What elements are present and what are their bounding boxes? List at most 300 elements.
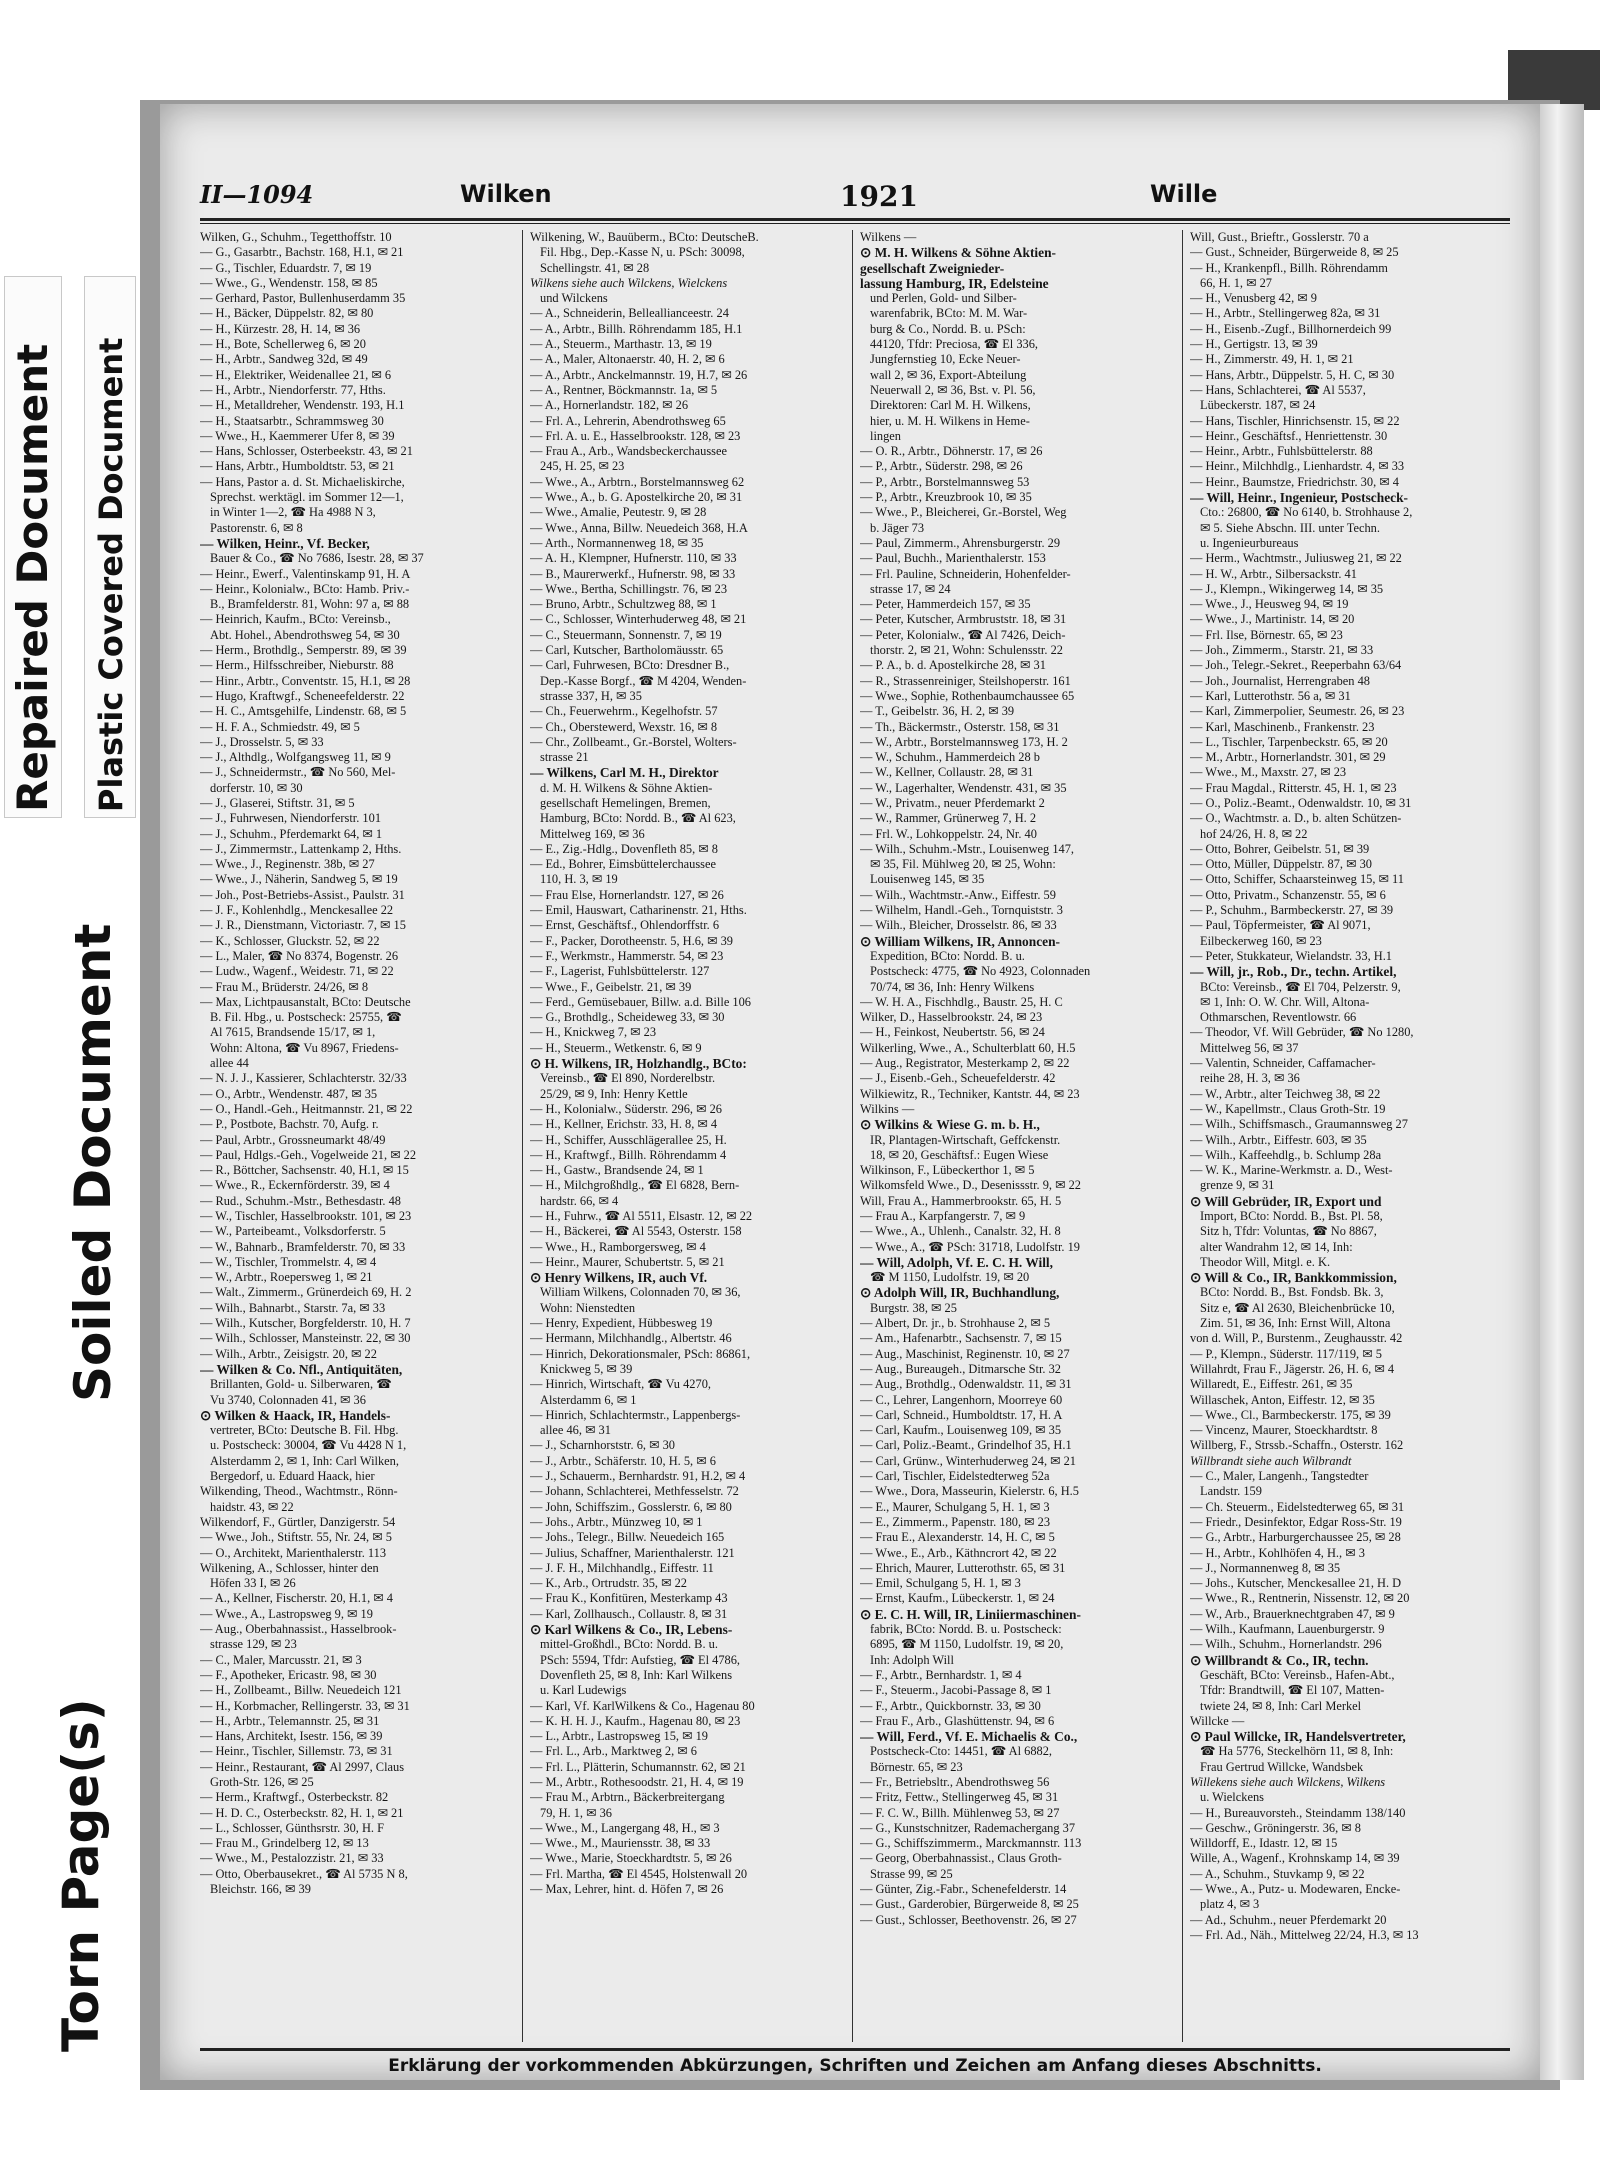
directory-entry: — H., Korbmacher, Rellingerstr. 33, ✉ 31 <box>200 1698 410 1713</box>
directory-entry: — F., Lagerist, Fuhlsbüttelerstr. 127 <box>530 964 710 979</box>
entry-continuation: Fil. Hbg., Dep.-Kasse N, u. PSch: 30098, <box>540 245 745 260</box>
directory-entry: — Am., Hafenarbtr., Sachsenstr. 7, ✉ 15 <box>860 1331 1062 1346</box>
directory-entry: — W., Parteibeamt., Volksdorferstr. 5 <box>200 1224 386 1239</box>
directory-entry: — Wilh., Schuhm., Hornerlandstr. 296 <box>1190 1637 1382 1652</box>
directory-entry: — John, Schiffszim., Gosslerstr. 6, ✉ 80 <box>530 1499 732 1514</box>
entry-continuation: Strasse 99, ✉ 25 <box>870 1866 953 1881</box>
entry-continuation: gesellschaft Hemelingen, Bremen, <box>540 795 711 810</box>
entry-continuation: Brillanten, Gold- u. Silberwaren, ☎ <box>210 1377 392 1392</box>
directory-entry: ⊙ Karl Wilkens & Co., IR, Lebens- <box>530 1622 733 1638</box>
directory-entry: Willdorff, E., Idastr. 12, ✉ 15 <box>1190 1836 1338 1851</box>
entry-continuation: 110, H. 3, ✉ 19 <box>540 872 618 887</box>
directory-entry: — A., Steuerm., Marthastr. 13, ✉ 19 <box>530 337 712 352</box>
entry-continuation: Lübeckerstr. 187, ✉ 24 <box>1200 398 1316 413</box>
directory-entry: — Frl. Pauline, Schneiderin, Hohenfelder- <box>860 566 1071 581</box>
entry-continuation: 79, H. 1, ✉ 36 <box>540 1805 612 1820</box>
directory-entry: — Wwe., A., b. G. Apostelkirche 20, ✉ 31 <box>530 490 743 505</box>
directory-entry: — J., Althdlg., Wolfgangsweg 11, ✉ 9 <box>200 750 391 765</box>
directory-entry: — A., Rentner, Böckmannstr. 1a, ✉ 5 <box>530 382 718 397</box>
directory-entry: — Gust., Garderobier, Bürgerweide 8, ✉ 25 <box>860 1897 1079 1912</box>
directory-entry: ⊙ Wilkins & Wiese G. m. b. H., <box>860 1117 1040 1133</box>
directory-entry: — Emil, Hauswart, Catharinenstr. 21, Hths. <box>530 903 747 918</box>
directory-entry: — A., Arbtr., Anckelmannstr. 19, H.7, ✉ 26 <box>530 367 748 382</box>
entry-continuation: Dep.-Kasse Borgf., ☎ M 4204, Wenden- <box>540 673 747 688</box>
adjacent-page-edge <box>1540 104 1584 2080</box>
directory-entry: — Frau E., Alexanderstr. 14, H. C, ✉ 5 <box>860 1530 1055 1545</box>
directory-entry: — O., Arbtr., Wendenstr. 487, ✉ 35 <box>200 1086 378 1101</box>
directory-entry: ⊙ E. C. H. Will, IR, Liniiermaschinen- <box>860 1606 1081 1622</box>
directory-entry: — P., Arbtr., Süderstr. 298, ✉ 26 <box>860 459 1023 474</box>
directory-entry: — Wwe., A., Lastropsweg 9, ✉ 19 <box>200 1606 373 1621</box>
first-entry-heading: Wilken <box>460 180 552 208</box>
directory-year: 1921 <box>840 180 918 213</box>
directory-entry: — J., Schneidermstr., ☎ No 560, Mel- <box>200 765 396 780</box>
directory-entry: — Frl. L., Plätterin, Schumannstr. 62, ✉ 21 <box>530 1759 746 1774</box>
entry-continuation: in Winter 1—2, ☎ Ha 4988 N 3, <box>210 505 376 520</box>
directory-entry: — Aug., Brothdlg., Odenwaldstr. 11, ✉ 31 <box>860 1377 1072 1392</box>
entry-continuation: 66, H. 1, ✉ 27 <box>1200 275 1272 290</box>
directory-entry: — Heinr., Ewerf., Valentinskamp 91, H. A <box>200 566 411 581</box>
entry-continuation: William Wilkens, Colonnaden 70, ✉ 36, <box>540 1285 741 1300</box>
directory-entry: — Otto, Schiffer, Schaarsteinweg 15, ✉ 11 <box>1190 872 1404 887</box>
directory-entry: — Wwe., F., Geibelstr. 21, ✉ 39 <box>530 979 692 994</box>
entry-continuation: hardstr. 66, ✉ 4 <box>540 1193 619 1208</box>
directory-entry: — E., Zimmerm., Papenstr. 180, ✉ 23 <box>860 1514 1051 1529</box>
directory-entry: — Hans, Arbtr., Humboldtstr. 53, ✉ 21 <box>200 459 395 474</box>
directory-entry: — K., Arb., Ortrudstr. 35, ✉ 22 <box>530 1576 687 1591</box>
directory-entry: — Hinrich, Schlachtermstr., Lappenbergs- <box>530 1407 741 1422</box>
entry-continuation: d. M. H. Wilkens & Söhne Aktien- <box>540 780 713 795</box>
directory-entry: — Aug., Bureaugeh., Ditmarsche Str. 32 <box>860 1361 1061 1376</box>
directory-entry: — Ch., Oberstewerd, Wexstr. 16, ✉ 8 <box>530 719 718 734</box>
directory-entry: — Arth., Normannenweg 18, ✉ 35 <box>530 535 704 550</box>
directory-entry: — J., Eisenb.-Geh., Scheuefelderstr. 42 <box>860 1071 1056 1086</box>
entry-continuation: allee 46, ✉ 31 <box>540 1423 611 1438</box>
directory-entry: — Otto, Bohrer, Geibelstr. 51, ✉ 39 <box>1190 841 1370 856</box>
directory-entry: — Joh., Post-Betriebs-Assist., Paulstr. 31 <box>200 887 405 902</box>
footer-rule <box>200 2048 1510 2051</box>
directory-entry: Wilker, D., Hasselbrookstr. 24, ✉ 23 <box>860 1010 1043 1025</box>
directory-entry: — H., Arbtr., Kohlhöfen 4, H., ✉ 3 <box>1190 1545 1365 1560</box>
directory-entry: — Wwe., A., Arbtrn., Borstelmannsweg 62 <box>530 474 745 489</box>
directory-entry: — Wwe., M., Langergang 48, H., ✉ 3 <box>530 1820 720 1835</box>
directory-entry: — Ed., Bohrer, Eimsbüttelerchaussee <box>530 857 716 872</box>
directory-entry: ⊙ H. Wilkens, IR, Holzhandlg., BCto: <box>530 1056 747 1072</box>
directory-entry: — Wilkens, Carl M. H., Direktor <box>530 765 719 781</box>
directory-entry: — Wwe., R., Eckernförderstr. 39, ✉ 4 <box>200 1178 390 1193</box>
directory-entry: — Carl, Poliz.-Beamt., Grindelhof 35, H.1 <box>860 1438 1072 1453</box>
entry-continuation: Wohn: Altona, ☎ Vu 8967, Friedens- <box>210 1040 399 1055</box>
directory-entry: ⊙ Willbrandt & Co., IR, techn. <box>1190 1652 1369 1668</box>
directory-entry: — Max, Lehrer, hint. d. Höfen 7, ✉ 26 <box>530 1882 724 1897</box>
directory-entry: — Peter, Hammerdeich 157, ✉ 35 <box>860 597 1031 612</box>
directory-entry: — Will, jr., Rob., Dr., techn. Artikel, <box>1190 964 1397 980</box>
directory-entry: — H., Bote, Schellerweg 6, ✉ 20 <box>200 337 366 352</box>
directory-entry: — Wilh., Bahnarbt., Starstr. 7a, ✉ 33 <box>200 1300 386 1315</box>
directory-entry: — Chr., Zollbeamt., Gr.-Borstel, Wolters- <box>530 734 737 749</box>
directory-entry: — G., Kunstschnitzer, Rademachergang 37 <box>860 1820 1076 1835</box>
directory-entry: — P. A., b. d. Apostelkirche 28, ✉ 31 <box>860 658 1046 673</box>
directory-entry: — Herm., Kraftwgf., Osterbeckstr. 82 <box>200 1790 389 1805</box>
directory-entry: — Ferd., Gemüsebauer, Billw. a.d. Bille 106 <box>530 994 752 1009</box>
directory-entry: — Theodor, Vf. Will Gebrüder, ☎ No 1280, <box>1190 1025 1414 1040</box>
abbreviations-note: Erklärung der vorkommenden Abkürzungen, Schriften und Zeichen am Anfang dieses Abschnitts. <box>388 2056 1322 2076</box>
directory-entry: — H. W., Arbtr., Silbersackstr. 41 <box>1190 566 1357 581</box>
directory-entry: — Wwe., J., Martinistr. 14, ✉ 20 <box>1190 612 1355 627</box>
directory-entry: — L., Schlosser, Günthsrstr. 30, H. F <box>200 1820 384 1835</box>
directory-entry: — Karl, Zimmerpolier, Seumestr. 26, ✉ 23 <box>1190 704 1405 719</box>
directory-entry: lassung Hamburg, IR, Edelsteine <box>860 275 1049 291</box>
entry-continuation: 18, ✉ 20, Geschäftsf.: Eugen Wiese <box>870 1147 1049 1162</box>
entry-continuation: ☎ Ha 5776, Steckelhörn 11, ✉ 8, Inh: <box>1200 1744 1394 1759</box>
directory-entry: — H., Elektriker, Weidenallee 21, ✉ 6 <box>200 367 392 382</box>
repaired-document-label: Repaired Document <box>8 343 57 812</box>
directory-entry: Will, Gust., Brieftr., Gosslerstr. 70 a <box>1190 230 1369 244</box>
directory-entry: ⊙ M. H. Wilkens & Söhne Aktien- <box>860 245 1056 261</box>
directory-entry: — Wwe., H., Kaemmerer Ufer 8, ✉ 39 <box>200 428 395 443</box>
directory-entry: Wilkendorf, F., Gürtler, Danzigerstr. 54 <box>200 1514 396 1529</box>
directory-entry: — Valentin, Schneider, Caffamacher- <box>1190 1056 1376 1071</box>
directory-entry: ⊙ William Wilkens, IR, Annoncen- <box>860 933 1060 949</box>
directory-entry: — H., Krankenpfl., Billh. Röhrendamm <box>1190 260 1388 275</box>
entry-continuation: Mittelweg 56, ✉ 37 <box>1200 1040 1299 1055</box>
entry-continuation: Bauer & Co., ☎ No 7686, Isestr. 28, ✉ 37 <box>210 551 424 566</box>
directory-entry: — H., Arbtr., Stellingerweg 82a, ✉ 31 <box>1190 306 1381 321</box>
column-divider <box>522 230 523 2042</box>
soiled-document-label: Soiled Document <box>64 923 122 1402</box>
entry-continuation: Expedition, BCto: Nordd. B. u. <box>870 948 1025 963</box>
directory-entry: — P., Postbote, Bachstr. 70, Aufg. r. <box>200 1117 379 1132</box>
directory-entry: ⊙ Paul Willcke, IR, Handelsvertreter, <box>1190 1729 1406 1745</box>
directory-entry: — Otto, Oberbausekret., ☎ Al 5735 N 8, <box>200 1866 408 1881</box>
directory-page <box>160 104 1540 2080</box>
column-divider <box>852 230 853 2042</box>
directory-entry: — J. R., Dienstmann, Victoriastr. 7, ✉ 15 <box>200 918 406 933</box>
directory-entry: — F. C. W., Billh. Mühlenweg 53, ✉ 27 <box>860 1805 1060 1820</box>
directory-entry: Wilkens siehe auch Wilckens, Wielckens <box>530 275 728 290</box>
directory-entry: — Friedr., Desinfektor, Edgar Ross-Str. 19 <box>1190 1514 1402 1529</box>
directory-entry: — Wwe., Dora, Masseurin, Kielerstr. 6, H.5 <box>860 1484 1079 1499</box>
directory-entry: — J., Arbtr., Schäferstr. 10, H. 5, ✉ 6 <box>530 1453 716 1468</box>
directory-entry: — Gust., Schlosser, Beethovenstr. 26, ✉ 27 <box>860 1912 1077 1927</box>
directory-entry: — G., Gasarbtr., Bachstr. 168, H.1, ✉ 21 <box>200 245 404 260</box>
entry-continuation: mittel-Großhdl., BCto: Nordd. B. u. <box>540 1637 718 1652</box>
directory-entry: — Joh., Zimmerm., Starstr. 21, ✉ 33 <box>1190 643 1374 658</box>
directory-entry: — H., Venusberg 42, ✉ 9 <box>1190 291 1317 306</box>
directory-entry: — Karl, Maschinenb., Frankenstr. 23 <box>1190 719 1375 734</box>
entry-continuation: Sprechst. werktägl. im Sommer 12—1, <box>210 490 404 505</box>
directory-entry: — H., Metalldreher, Wendenstr. 193, H.1 <box>200 398 405 413</box>
directory-entry: — H., Bäcker, Düppelstr. 82, ✉ 80 <box>200 306 374 321</box>
column-divider <box>1182 230 1183 2042</box>
directory-entry: — Hans, Schlosser, Osterbeekstr. 43, ✉ 21 <box>200 444 413 459</box>
directory-entry: — Frau Else, Hornerlandstr. 127, ✉ 26 <box>530 887 724 902</box>
entry-continuation: und Wilckens <box>540 291 608 306</box>
directory-column-3 <box>860 230 1175 2042</box>
directory-entry: — Hans, Architekt, Isestr. 156, ✉ 39 <box>200 1729 383 1744</box>
directory-entry: — Wwe., Anna, Billw. Neuedeich 368, H.A <box>530 520 748 535</box>
directory-entry: — Paul, Buchh., Marienthalerstr. 153 <box>860 551 1046 566</box>
directory-entry: Wilken, G., Schuhm., Tegetthoffstr. 10 <box>200 230 392 244</box>
directory-entry: — Hugo, Kraftwgf., Scheneefelderstr. 22 <box>200 688 405 703</box>
directory-entry: — H., Arbtr., Telemannstr. 25, ✉ 31 <box>200 1713 380 1728</box>
directory-entry: — H., Kraftwgf., Billh. Röhrendamm 4 <box>530 1147 727 1162</box>
entry-continuation: Burgstr. 38, ✉ 25 <box>870 1300 957 1315</box>
entry-continuation: Bergedorf, u. Eduard Haack, hier <box>210 1469 375 1484</box>
directory-entry: — Johs., Telegr., Billw. Neuedeich 165 <box>530 1530 725 1545</box>
directory-entry: ⊙ Will & Co., IR, Bankkommission, <box>1190 1270 1397 1286</box>
directory-entry: — J., Zimmermstr., Lattenkamp 2, Hths. <box>200 841 402 856</box>
directory-entry: — Johs., Kutscher, Menckesallee 21, H. D <box>1190 1576 1402 1591</box>
directory-entry: — Gerhard, Pastor, Bullenhuserdamm 35 <box>200 291 406 306</box>
directory-entry: — H., Staatsarbtr., Schrammsweg 30 <box>200 413 384 428</box>
directory-entry: Willcke — <box>1190 1713 1245 1728</box>
directory-entry: — J., Schauerm., Bernhardstr. 91, H.2, ✉ 4 <box>530 1469 746 1484</box>
entry-continuation: Börnestr. 65, ✉ 23 <box>870 1759 963 1774</box>
directory-entry: — Fr., Betriebsltr., Abendrothsweg 56 <box>860 1774 1050 1789</box>
entry-continuation: hier, u. M. H. Wilkens in Heme- <box>870 413 1030 428</box>
directory-entry: — C., Lehrer, Langenhorn, Moorreye 60 <box>860 1392 1063 1407</box>
last-entry-heading: Wille <box>1150 180 1218 208</box>
directory-entry: — Heinr., Geschäftsf., Henriettenstr. 30 <box>1190 428 1388 443</box>
entry-continuation: Pastorenstr. 6, ✉ 8 <box>210 520 303 535</box>
directory-entry: — H., Zollbeamt., Billw. Neuedeich 121 <box>200 1683 402 1698</box>
directory-entry: — Frl. Ad., Näh., Mittelweg 22/24, H.3, ✉ 13 <box>1190 1927 1419 1942</box>
directory-entry: — N. J. J., Kassierer, Schlachterstr. 32/33 <box>200 1071 407 1086</box>
directory-entry: — Ludw., Wagenf., Weidestr. 71, ✉ 22 <box>200 964 394 979</box>
directory-entry: — H., Fuhrw., ☎ Al 5511, Elsastr. 12, ✉ 22 <box>530 1209 753 1223</box>
entry-continuation: strasse 21 <box>540 750 589 765</box>
directory-entry: — H. D. C., Osterbeckstr. 82, H. 1, ✉ 21 <box>200 1805 404 1820</box>
directory-entry: — G., Arbtr., Harburgerchaussee 25, ✉ 28 <box>1190 1530 1401 1545</box>
entry-continuation: Geschäft, BCto: Vereinsb., Hafen-Abt., <box>1200 1667 1395 1682</box>
directory-entry: — Wilh., Arbtr., Eiffestr. 603, ✉ 35 <box>1190 1132 1367 1147</box>
directory-entry: Willaschek, Anton, Eiffestr. 12, ✉ 35 <box>1190 1392 1375 1407</box>
directory-entry: ⊙ Will Gebrüder, IR, Export und <box>1190 1193 1382 1209</box>
directory-entry: — Wwe., M., Mauriensstr. 38, ✉ 33 <box>530 1836 711 1851</box>
directory-entry: — Wwe., R., Rentnerin, Nissenstr. 12, ✉ 20 <box>1190 1591 1410 1606</box>
directory-entry: — Wwe., H., Ramborgersweg, ✉ 4 <box>530 1239 706 1254</box>
directory-entry: — Wwe., Marie, Stoeckhardtstr. 5, ✉ 26 <box>530 1851 732 1866</box>
entry-continuation: Tfdr: Brandtwill, ☎ El 107, Matten- <box>1200 1683 1385 1698</box>
directory-entry: Wilkens — <box>860 230 917 244</box>
directory-entry: — Aug., Oberbahnassist., Hasselbrook- <box>200 1622 397 1637</box>
directory-entry: — W., Bahnarb., Bramfelderstr. 70, ✉ 33 <box>200 1239 406 1254</box>
page-number: II—1094 <box>200 180 314 209</box>
directory-entry: — A., Schneiderin, Belleallianceestr. 24 <box>530 306 729 321</box>
entry-continuation: haidstr. 43, ✉ 22 <box>210 1499 294 1514</box>
directory-entry: — P., Arbtr., Borstelmannsweg 53 <box>860 474 1030 489</box>
directory-entry: — Hinrich, Dekorationsmaler, PSch: 86861, <box>530 1346 751 1361</box>
directory-entry: — Wilh., Schuhm.-Mstr., Louisenweg 147, <box>860 841 1075 856</box>
directory-entry: — H., Kürzestr. 28, H. 14, ✉ 36 <box>200 321 361 336</box>
entry-continuation: 6895, ☎ M 1150, Ludolfstr. 19, ✉ 20, <box>870 1637 1064 1652</box>
plastic-covered-label: Plastic Covered Document <box>92 337 130 812</box>
entry-continuation: Import, BCto: Nordd. B., Bst. Pl. 58, <box>1200 1209 1383 1223</box>
entry-continuation: u. Ingenieurbureaus <box>1200 535 1299 550</box>
directory-entry: Wille, A., Wagenf., Krohnskamp 14, ✉ 39 <box>1190 1851 1400 1866</box>
directory-entry: — H., Eisenb.-Zugf., Billhornerdeich 99 <box>1190 321 1392 336</box>
entry-continuation: Neuerwall 2, ✉ 36, Bst. v. Pl. 56, <box>870 382 1036 397</box>
directory-entry: — Max, Lichtpausanstalt, BCto: Deutsche <box>200 994 411 1009</box>
directory-entry: — H., Bureauvorsteh., Steindamm 138/140 <box>1190 1805 1406 1820</box>
directory-entry: von d. Will, P., Burstenm., Zeughausstr. 42 <box>1190 1331 1403 1346</box>
entry-continuation: B. Fil. Hbg., u. Postscheck: 25755, ☎ <box>210 1010 402 1025</box>
directory-entry: — W., Kapellmstr., Claus Groth-Str. 19 <box>1190 1101 1386 1116</box>
directory-entry: — Ad., Schuhm., neuer Pferdemarkt 20 <box>1190 1912 1387 1927</box>
entry-continuation: Postscheck-Cto: 14451, ☎ Al 6882, <box>870 1744 1053 1759</box>
directory-entry: Willaredt, E., Eiffestr. 261, ✉ 35 <box>1190 1377 1353 1392</box>
directory-entry: — H., Schiffer, Ausschlägerallee 25, H. <box>530 1132 727 1147</box>
directory-entry: — H., Arbtr., Niendorferstr. 77, Hths. <box>200 382 386 397</box>
entry-continuation: Cto.: 26800, ☎ No 6140, b. Strohhause 2, <box>1200 505 1413 520</box>
directory-entry: — F., Werkmstr., Hammerstr. 54, ✉ 23 <box>530 948 724 963</box>
entry-continuation: grenze 9, ✉ 31 <box>1200 1178 1275 1193</box>
directory-entry: — H., Gertigstr. 13, ✉ 39 <box>1190 337 1318 352</box>
directory-entry: — Herm., Wachtmstr., Juliusweg 21, ✉ 22 <box>1190 551 1402 566</box>
entry-continuation: b. Jäger 73 <box>870 520 925 535</box>
directory-entry: — Johann, Schlachterei, Methfesselstr. 72 <box>530 1484 739 1499</box>
directory-entry: — W., Privatm., neuer Pferdemarkt 2 <box>860 795 1045 810</box>
directory-entry: — C., Maler, Marcusstr. 21, ✉ 3 <box>200 1652 362 1667</box>
directory-entry: — W., Kellner, Collaustr. 28, ✉ 31 <box>860 765 1034 780</box>
directory-entry: — K., Schlosser, Gluckstr. 52, ✉ 22 <box>200 933 380 948</box>
entry-continuation: ✉ 5. Siehe Abschn. III. unter Techn. <box>1200 520 1380 535</box>
directory-entry: — Ch., Feuerwehrm., Kegelhofstr. 57 <box>530 704 718 719</box>
entry-continuation: burg & Co., Nordd. B. u. PSch: <box>870 321 1026 336</box>
torn-pages-label: Torn Page(s) <box>52 1698 110 2052</box>
directory-entry: — Peter, Kolonialw., ☎ Al 7426, Deich- <box>860 627 1066 642</box>
entry-continuation: fabrik, BCto: Nordd. B. u. Postscheck: <box>870 1622 1062 1637</box>
directory-entry: — Wwe., P., Bleicherei, Gr.-Borstel, Weg <box>860 505 1067 520</box>
directory-entry: — P., Klempn., Süderstr. 117/119, ✉ 5 <box>1190 1346 1382 1361</box>
directory-entry: gesellschaft Zweignieder- <box>860 260 1005 276</box>
directory-entry: — Wwe., M., Maxstr. 27, ✉ 23 <box>1190 765 1347 780</box>
directory-entry: — Frau A., Karpfangerstr. 7, ✉ 9 <box>860 1209 1026 1223</box>
directory-entry: — Wwe., E., Arb., Käthncrort 42, ✉ 22 <box>860 1545 1057 1560</box>
directory-entry: — J. F. H., Milchhandlg., Eiffestr. 11 <box>530 1560 714 1575</box>
directory-entry: — H., Milchgroßhdlg., ☎ El 6828, Bern- <box>530 1178 740 1193</box>
directory-entry: — C., Steuermann, Sonnenstr. 7, ✉ 19 <box>530 627 722 642</box>
directory-entry: — C., Maler, Langenh., Tangstedter <box>1190 1469 1369 1484</box>
directory-entry: — L., Maler, ☎ No 8374, Bogenstr. 26 <box>200 948 399 963</box>
directory-column-1 <box>200 230 515 2042</box>
entry-continuation: strasse 17, ✉ 24 <box>870 581 951 596</box>
entry-continuation: Othmarschen, Reventlowstr. 66 <box>1200 1010 1357 1025</box>
directory-entry: — O., Architekt, Marienthalerstr. 113 <box>200 1545 387 1560</box>
directory-entry: Will, Frau A., Hammerbrookstr. 65, H. 5 <box>860 1193 1062 1208</box>
directory-entry: — Frau M., Grindelberg 12, ✉ 13 <box>200 1836 369 1851</box>
entry-continuation: reihe 28, H. 3, ✉ 36 <box>1200 1071 1300 1086</box>
directory-entry: — F., Apotheker, Ericastr. 98, ✉ 30 <box>200 1667 377 1682</box>
directory-entry: — Wilh., Kaufmann, Lauenburgerstr. 9 <box>1190 1622 1385 1637</box>
entry-continuation: Groth-Str. 126, ✉ 25 <box>210 1774 314 1789</box>
directory-entry: Wilkening, A., Schlosser, hinter den <box>200 1560 379 1575</box>
directory-entry: — Frl. Martha, ☎ El 4545, Holstenwall 20 <box>530 1866 748 1881</box>
directory-entry: — Joh., Telegr.-Sekret., Reeperbahn 63/64 <box>1190 658 1402 673</box>
directory-entry: — Johs., Arbtr., Münzweg 10, ✉ 1 <box>530 1514 703 1529</box>
entry-continuation: thorstr. 2, ✉ 21, Wohn: Schulensstr. 22 <box>870 643 1063 658</box>
directory-entry: — Ch. Steuerm., Eidelstedterweg 65, ✉ 31 <box>1190 1499 1405 1514</box>
directory-entry: — Will, Ferd., Vf. E. Michaelis & Co., <box>860 1729 1078 1745</box>
directory-entry: — O., Handl.-Geh., Heitmannstr. 21, ✉ 22 <box>200 1101 413 1116</box>
entry-continuation: 25/29, ✉ 9, Inh: Henry Kettle <box>540 1086 688 1101</box>
directory-entry: — Wilh., Kutscher, Borgfelderstr. 10, H. 7 <box>200 1316 411 1331</box>
directory-entry: — Ernst, Geschäftsf., Ohlendorffstr. 6 <box>530 918 720 933</box>
directory-entry: — W., Schuhm., Hammerdeich 28 b <box>860 750 1040 765</box>
directory-entry: — Karl, Vf. KarlWilkens & Co., Hagenau 80 <box>530 1698 755 1713</box>
directory-entry: — H., Kolonialw., Süderstr. 296, ✉ 26 <box>530 1101 722 1116</box>
directory-entry: — Wwe., Bertha, Schillingstr. 76, ✉ 23 <box>530 581 728 596</box>
directory-entry: — J., Scharnhorststr. 6, ✉ 30 <box>530 1438 675 1453</box>
entry-continuation: IR, Plantagen-Wirtschaft, Geffckenstr. <box>870 1132 1061 1147</box>
entry-continuation: ☎ M 1150, Ludolfstr. 19, ✉ 20 <box>870 1270 1030 1285</box>
directory-entry: — W., Tischler, Trommelstr. 4, ✉ 4 <box>200 1254 377 1269</box>
directory-entry: — H. F. A., Schmiedstr. 49, ✉ 5 <box>200 719 360 734</box>
directory-entry: — Fritz, Fettw., Stellingerweg 45, ✉ 31 <box>860 1790 1059 1805</box>
directory-entry: — Geschw., Gröningerstr. 36, ✉ 8 <box>1190 1820 1361 1835</box>
directory-entry: — P., Schuhm., Barmbeckerstr. 27, ✉ 39 <box>1190 903 1394 918</box>
directory-entry: — Heinr., Baumstze, Friedrichstr. 30, ✉ 4 <box>1190 474 1399 489</box>
directory-entry: — Hans, Arbtr., Düppelstr. 5, H. C, ✉ 30 <box>1190 367 1395 382</box>
directory-entry: — Wwe., Joh., Stiftstr. 55, Nr. 24, ✉ 5 <box>200 1530 392 1545</box>
entry-continuation: vertreter, BCto: Deutsche B. Fil. Hbg. <box>210 1423 399 1438</box>
directory-entry: Willekens siehe auch Wilckens, Wilkens <box>1190 1774 1386 1789</box>
directory-entry: — M., Arbtr., Hornerlandstr. 301, ✉ 29 <box>1190 750 1386 765</box>
directory-entry: — L., Tischler, Tarpenbeckstr. 65, ✉ 20 <box>1190 734 1388 749</box>
directory-entry: — J., Glaserei, Stiftstr. 31, ✉ 5 <box>200 795 355 810</box>
entry-continuation: Eilbeckerweg 160, ✉ 23 <box>1200 933 1322 948</box>
directory-entry: — Hinr., Arbtr., Conventstr. 15, H.1, ✉ 28 <box>200 673 411 688</box>
entry-continuation: Dovenfleth 25, ✉ 8, Inh: Karl Wilkens <box>540 1667 733 1682</box>
entry-continuation: Mittelweg 169, ✉ 36 <box>540 826 645 841</box>
entry-continuation: platz 4, ✉ 3 <box>1200 1897 1260 1912</box>
directory-entry: — R., Strassenreiniger, Steilshoperstr. 161 <box>860 673 1071 688</box>
entry-continuation: 245, H. 25, ✉ 23 <box>540 459 625 474</box>
directory-entry: — Paul, Töpfermeister, ☎ Al 9071, <box>1190 918 1371 933</box>
directory-entry: — E., Zig.-Hdlg., Dovenfleth 85, ✉ 8 <box>530 841 718 856</box>
entry-continuation: ✉ 35, Fil. Mühlweg 20, ✉ 25, Wohn: <box>870 857 1056 872</box>
entry-continuation: Louisenweg 145, ✉ 35 <box>870 872 985 887</box>
directory-entry: — Joh., Journalist, Herrengraben 48 <box>1190 673 1370 688</box>
directory-entry: Wilkinson, F., Lübeckerthor 1, ✉ 5 <box>860 1163 1035 1178</box>
entry-continuation: Al 7615, Brandsende 15/17, ✉ 1, <box>210 1025 376 1040</box>
directory-column-4 <box>1190 230 1505 2042</box>
directory-entry: — J., Fuhrwesen, Niendorferstr. 101 <box>200 811 382 826</box>
directory-entry: — Frl. L., Arb., Marktweg 2, ✉ 6 <box>530 1744 697 1759</box>
directory-entry: — Th., Bäckermstr., Osterstr. 158, ✉ 31 <box>860 719 1060 734</box>
directory-entry: Wilkerling, Wwe., A., Schulterblatt 60, H.5 <box>860 1040 1076 1055</box>
directory-entry: — Carl, Kaufm., Louisenweg 109, ✉ 35 <box>860 1423 1062 1438</box>
directory-entry: — W. H. A., Fischhdlg., Baustr. 25, H. C <box>860 994 1063 1009</box>
entry-continuation: PSch: 5594, Tfdr: Aufstieg, ☎ El 4786, <box>540 1652 741 1667</box>
directory-entry: — L., Arbtr., Lastropsweg 15, ✉ 19 <box>530 1729 708 1744</box>
directory-entry: — Wilh., Schiffsmasch., Graumannsweg 27 <box>1190 1117 1408 1132</box>
entry-continuation: Höfen 33 I, ✉ 26 <box>210 1576 296 1591</box>
entry-continuation: Inh: Adolph Will <box>870 1652 954 1667</box>
directory-entry: — Rud., Schuhm.-Mstr., Bethesdastr. 48 <box>200 1193 402 1208</box>
directory-entry: — Wwe., M., Pestalozzistr. 21, ✉ 33 <box>200 1851 384 1866</box>
directory-entry: — Carl, Tischler, Eidelstedterweg 52a <box>860 1469 1050 1484</box>
directory-entry: — Herm., Hilfsschreiber, Nieburstr. 88 <box>200 658 394 673</box>
entry-continuation: strasse 129, ✉ 23 <box>210 1637 297 1652</box>
directory-entry: — G., Tischler, Eduardstr. 7, ✉ 19 <box>200 260 372 275</box>
entry-continuation: dorferstr. 10, ✉ 30 <box>210 780 303 795</box>
directory-entry: — Otto, Müller, Düppelstr. 87, ✉ 30 <box>1190 857 1372 872</box>
directory-entry: — Heinr., Maurer, Schubertstr. 5, ✉ 21 <box>530 1254 725 1269</box>
directory-entry: — Wwe., A., ☎ PSch: 31718, Ludolfstr. 19 <box>860 1239 1080 1254</box>
entry-continuation: Wohn: Nienstedten <box>540 1300 636 1315</box>
